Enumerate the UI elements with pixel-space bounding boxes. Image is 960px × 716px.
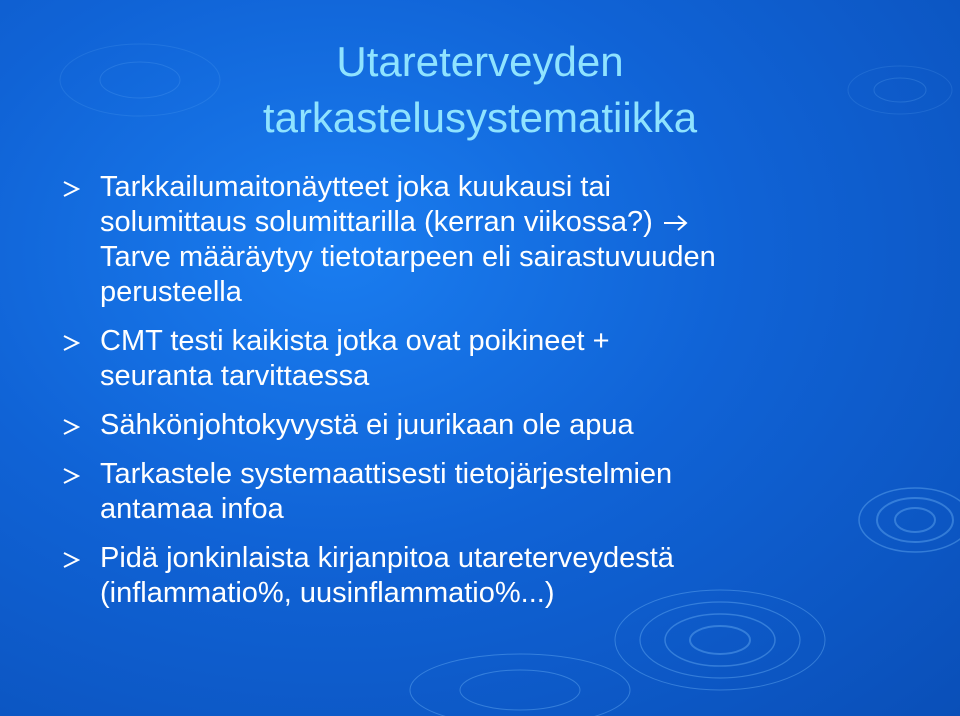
bullet-line <box>100 205 922 240</box>
bullet-item <box>62 408 922 443</box>
bullet-item <box>62 457 922 527</box>
bullet-line: (inflammatio%, uusinflammatio%...) <box>100 577 555 609</box>
bullet-line: Pidä jonkinlaista kirjanpitoa utareterveydestä <box>100 542 674 574</box>
chevron-bullet-icon <box>62 181 80 197</box>
chevron-bullet-icon <box>62 468 80 484</box>
chevron-bullet-icon <box>62 552 80 568</box>
bullet-item <box>62 324 922 394</box>
bullet-line-text: solumittaus solumittarilla (kerran viikossa?) <box>100 206 653 238</box>
bullet-line: seuranta tarvittaessa <box>100 360 370 392</box>
bullet-line: perusteella <box>100 276 242 308</box>
slide-title-line: Utareterveyden <box>336 38 624 85</box>
bullet-line: Tarve määräytyy tietotarpeen eli sairastuvuuden <box>100 241 716 273</box>
chevron-bullet-icon <box>62 335 80 351</box>
right-arrow-icon <box>663 214 689 232</box>
bullet-list <box>62 170 922 625</box>
bullet-line: Tarkkailumaitonäytteet joka kuukausi tai <box>100 171 611 203</box>
bullet-line: Sähkönjohtokyvystä ei juurikaan ole apua <box>100 409 634 441</box>
slide-title <box>0 34 960 146</box>
slide-title-line: tarkastelusystematiikka <box>262 94 698 141</box>
bullet-line: antamaa infoa <box>100 493 284 525</box>
bullet-item <box>62 541 922 611</box>
bullet-line: Tarkastele systemaattisesti tietojärjestelmien <box>100 458 673 490</box>
chevron-bullet-icon <box>62 419 80 435</box>
bullet-item <box>62 170 922 310</box>
bullet-line: CMT testi kaikista jotka ovat poikineet + <box>100 325 610 357</box>
